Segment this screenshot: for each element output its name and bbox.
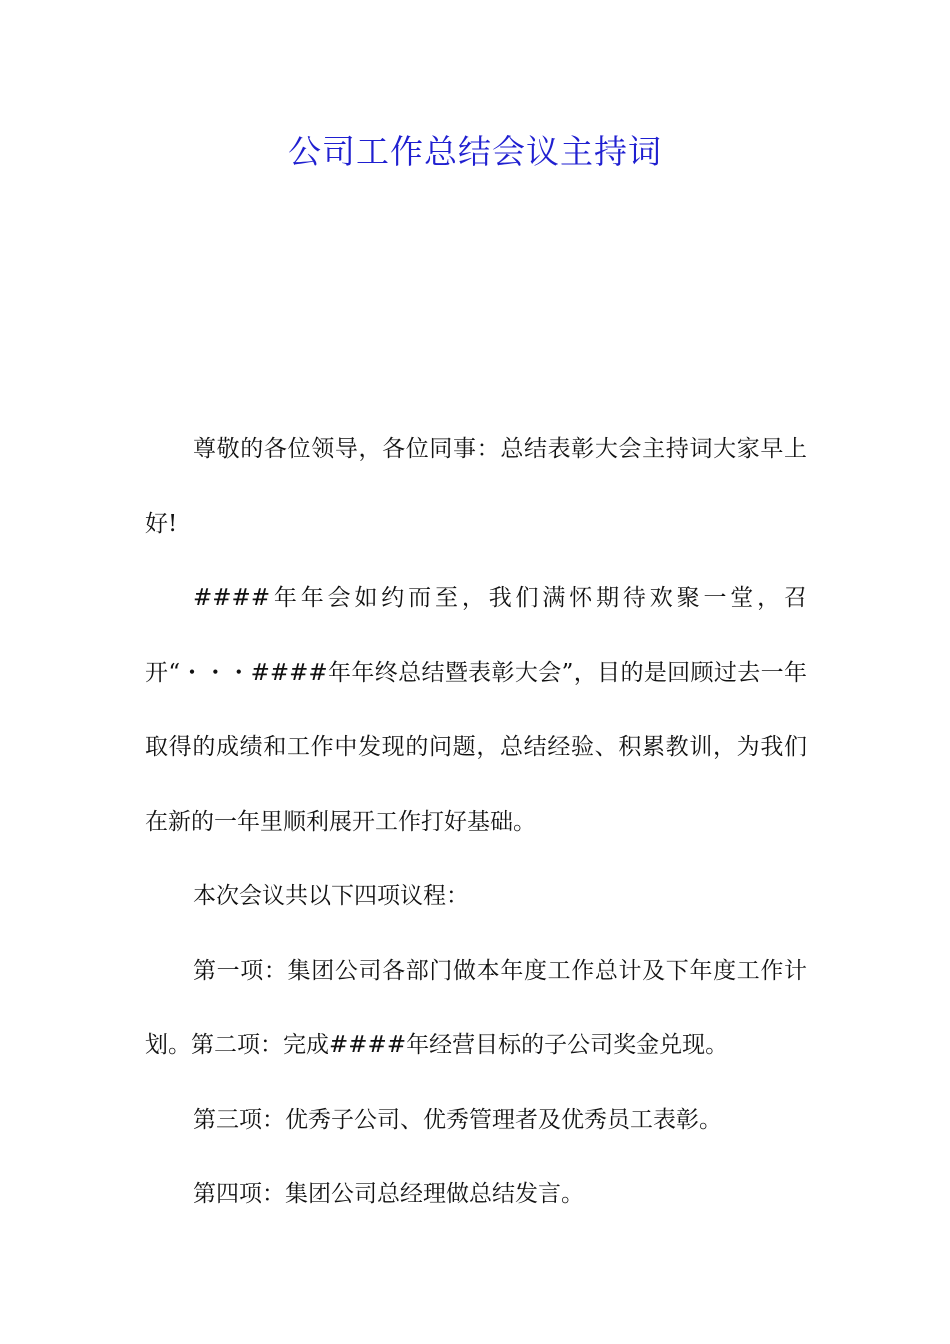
document-title: 公司工作总结会议主持词 <box>288 132 662 171</box>
document-body <box>145 412 807 1232</box>
paragraph-agenda-items-1-2: 第一项：集团公司各部门做本年度工作总计及下年度工作计划。第二项：完成####年经营目标的子公司奖金兑现。 <box>145 957 807 1058</box>
paragraph-agenda-item-3: 第三项：优秀子公司、优秀管理者及优秀员工表彰。 <box>193 1106 722 1133</box>
paragraph-agenda-intro: 本次会议共以下四项议程： <box>193 883 469 909</box>
paragraph-greeting: 尊敬的各位领导，各位同事：总结表彰大会主持词大家早上好! <box>145 436 807 537</box>
paragraph-introduction: ####年年会如约而至，我们满怀期待欢聚一堂，召开“・・・####年年终总结暨表彰大会”，目的是回顾过去一年取得的成绩和工作中发现的问题，总结经验、积累教训，为我们在新的一年里顺利展开工作打好基础。 <box>145 585 807 835</box>
paragraph-agenda-item-4: 第四项：集团公司总经理做总结发言。 <box>193 1181 584 1207</box>
